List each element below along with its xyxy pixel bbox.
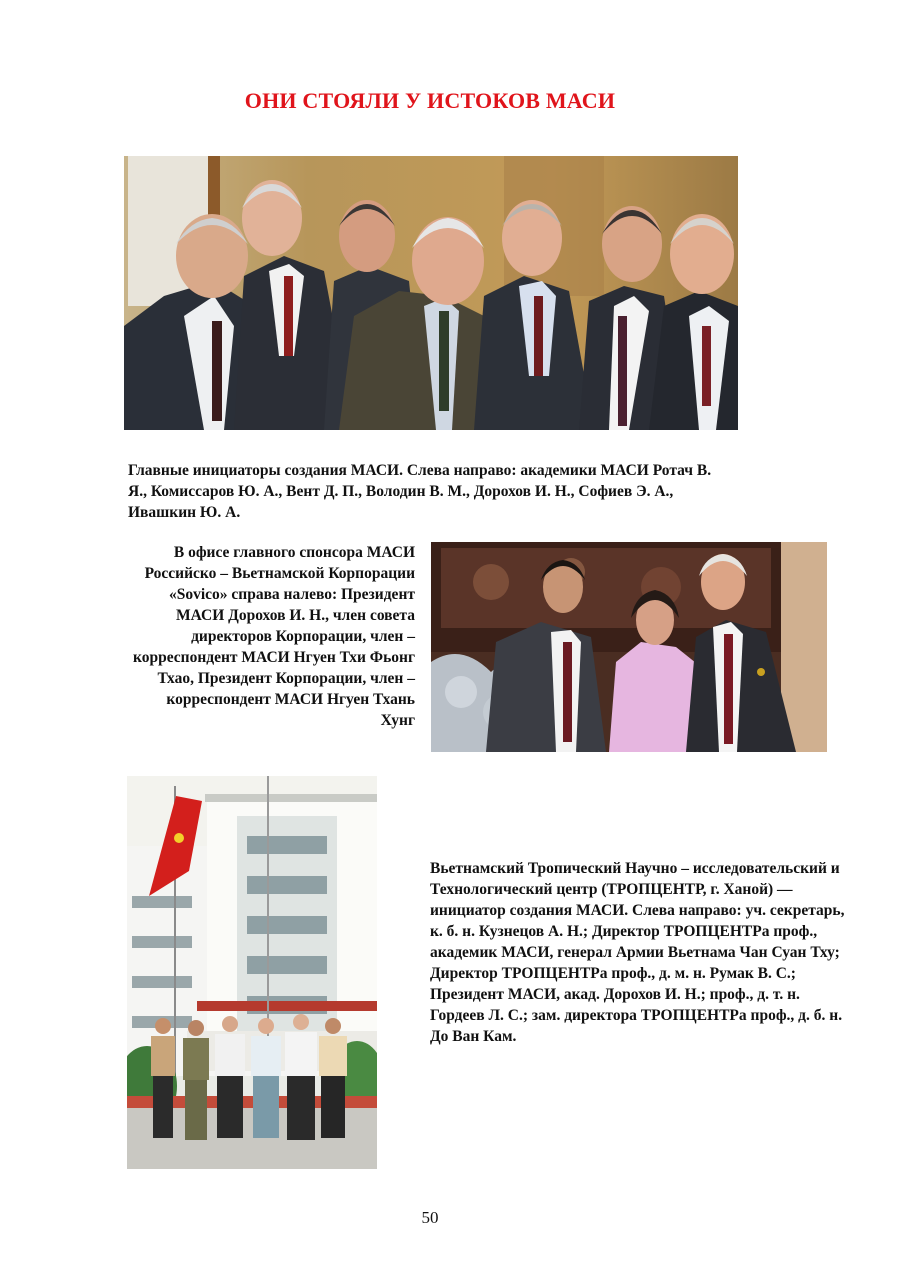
- sponsor-office-caption: В офисе главного спонсора МАСИ Российско – Вьетнамской Корпорации «Sovico» справа налево: Президент МАСИ Дорохов И. Н., член совета директоров Корпорации, член – корреспондент МАСИ Нгуен Тхи Фьонг Тхао, Президент Корпорации, член – корреспондент МАСИ Нгуен Тхань Хунг: [133, 544, 415, 729]
- tropcenter-caption: Вьетнамский Тропический Научно – исследовательский и Технологический центр (ТРОПЦЕНТР, г. Ханой) — инициатор создания МАСИ. Слева направо: уч. секретарь, к. б. н. Кузнецов А. Н.; Директор ТРОПЦЕНТРа проф., академик МАСИ, генерал Армии Вьетнама Чан Суан Тху; Директор ТРОПЦЕНТРа проф., д. м. н. Румак В. С.; Президент МАСИ, акад. Дорохов И. Н.; проф., д. т. н. Гордеев Л. С.; зам. директора ТРОПЦЕНТРа проф., д. б. н. До Ван Кам.: [430, 860, 845, 1045]
- sponsor-office-photo: [431, 542, 827, 752]
- tropcenter-building-photo: [127, 776, 377, 1169]
- founders-caption: Главные инициаторы создания МАСИ. Слева направо: академики МАСИ Ротач В. Я., Комиссаров Ю. А., Вент Д. П., Володин В. М., Дорохов И. Н., Софиев Э. А., Ивашкин Ю. А.: [128, 462, 712, 521]
- page-number: 50: [421, 1208, 439, 1227]
- page-title: ОНИ СТОЯЛИ У ИСТОКОВ МАСИ: [244, 88, 616, 113]
- founders-group-photo: [124, 156, 738, 430]
